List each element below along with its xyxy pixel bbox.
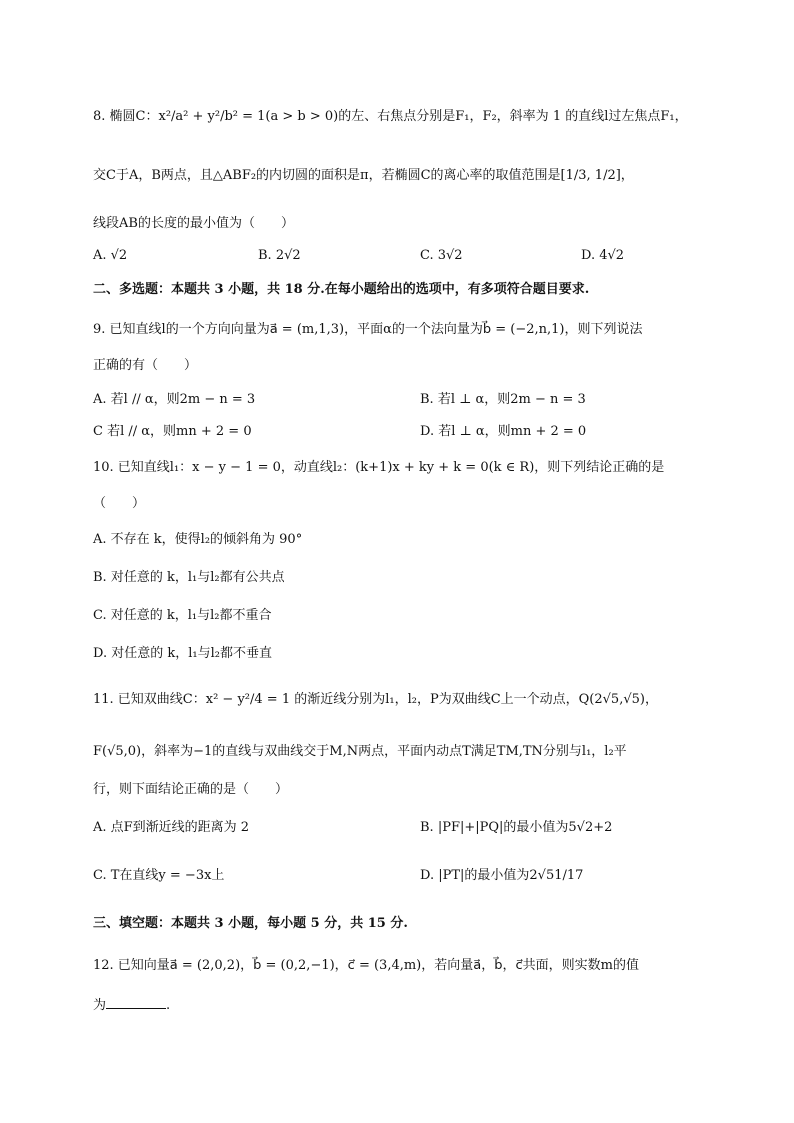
q11-line1: 11. 已知双曲线C：x² − y²/4 = 1 的渐近线分别为l₁，l₂，P为双曲线C上一个动点，Q(2√5,√5)，: [93, 692, 658, 707]
q10-option-a: A. 不存在 k，使得l₂的倾斜角为 90°: [93, 532, 303, 547]
q8-line3: 线段AB的长度的最小值为（ ）: [93, 216, 294, 231]
answer-blank[interactable]: [106, 994, 166, 1009]
q9-option-b: B. 若l ⊥ α，则2m − n = 3: [420, 392, 586, 407]
q9-option-c: C 若l // α，则mn + 2 = 0: [93, 424, 252, 439]
q11-option-c: C. T在直线y = −3x上: [93, 868, 225, 883]
q11-option-b: B. |PF|+|PQ|的最小值为5√2+2: [420, 820, 613, 835]
q9-option-a: A. 若l // α，则2m − n = 3: [93, 392, 256, 407]
q8-option-d: D. 4√2: [581, 248, 625, 263]
q10-line2: （ ）: [93, 496, 146, 511]
q12-line1: 12. 已知向量a⃗ = (2,0,2)，b⃗ = (0,2,−1)，c⃗ = (3,4,m)，若向量a⃗，b⃗，c⃗共面，则实数m的值: [93, 958, 639, 973]
q10-line1: 10. 已知直线l₁：x − y − 1 = 0，动直线l₂：(k+1)x + ky + k = 0(k ∈ R)，则下列结论正确的是: [93, 460, 665, 475]
q8-line2: 交C于A，B两点，且△ABF₂的内切圆的面积是π，若椭圆C的离心率的取值范围是[1/3, 1/2]，: [93, 168, 634, 183]
q12-line2-prefix: 为: [93, 998, 107, 1013]
q8-option-c: C. 3√2: [420, 248, 463, 263]
q11-line2: F(√5,0)，斜率为−1的直线与双曲线交于M,N两点，平面内动点T满足TM,TN分别与l₁，l₂平: [93, 744, 627, 759]
q11-line3: 行，则下面结论正确的是（ ）: [93, 782, 289, 797]
q10-option-d: D. 对任意的 k，l₁与l₂都不垂直: [93, 646, 272, 661]
q9-line1: 9. 已知直线l的一个方向向量为a⃗ = (m,1,3)，平面α的一个法向量为b⃗ = (−2,n,1)，则下列说法: [93, 322, 643, 337]
q8-line1: 8. 椭圆C：x²/a² + y²/b² = 1(a > b > 0)的左、右焦点分别是F₁，F₂，斜率为 1 的直线l过左焦点F₁，: [93, 109, 688, 124]
q11-option-a: A. 点F到渐近线的距离为 2: [93, 820, 250, 835]
q9-line2: 正确的有（ ）: [93, 358, 198, 373]
section-2-heading: 二、多选题：本题共 3 小题，共 18 分.在每小题给出的选项中，有多项符合题目要求.: [93, 282, 590, 297]
q10-option-c: C. 对任意的 k，l₁与l₂都不重合: [93, 608, 272, 623]
q8-option-a: A. √2: [93, 248, 128, 263]
q9-option-d: D. 若l ⊥ α，则mn + 2 = 0: [420, 424, 587, 439]
q8-option-b: B. 2√2: [258, 248, 301, 263]
q12-line2-suffix: .: [166, 998, 171, 1013]
section-3-heading: 三、填空题：本题共 3 小题，每小题 5 分，共 15 分.: [93, 916, 408, 931]
q11-option-d: D. |PT|的最小值为2√51/17: [420, 868, 584, 883]
q10-option-b: B. 对任意的 k，l₁与l₂都有公共点: [93, 570, 285, 585]
q12-line2: [93, 994, 170, 1016]
